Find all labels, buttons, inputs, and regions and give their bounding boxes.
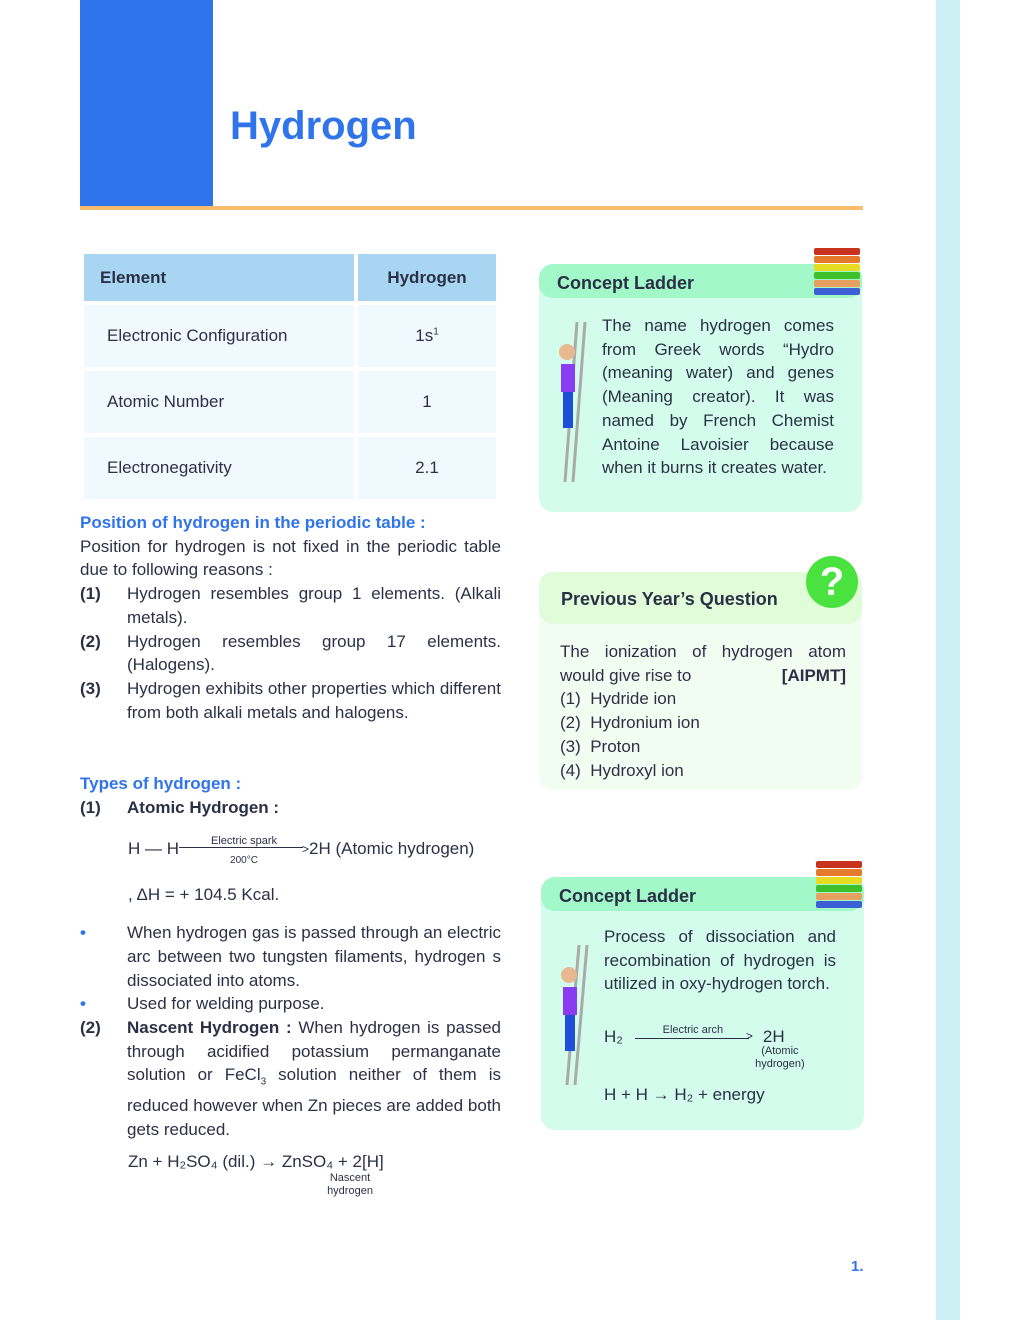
- concept-text: The name hydrogen comes from Greek words “Hydro (meaning water) and genes (Meaning creator). It was named by French Chemist Antoine Lavoisier because when it burns it creates water.: [602, 316, 834, 478]
- books-icon: [814, 248, 860, 298]
- page-title: Hydrogen: [230, 104, 417, 148]
- ladder-climber-icon: [553, 322, 587, 482]
- section-heading: Types of hydrogen :: [80, 774, 242, 793]
- list-item: (2) Nascent Hydrogen : When hydrogen is passed through acidified potassium permanganate solution or FeCl$_3$ solution neither of them is reduced however when Zn pieces are added both gets reduced.: [80, 1017, 501, 1140]
- option: (3) Proton: [560, 736, 641, 756]
- table-header: Element: [84, 254, 354, 301]
- box-title: Concept Ladder: [541, 877, 864, 911]
- exam-tag: [AIPMT]: [781, 665, 846, 685]
- box-title: Concept Ladder: [539, 264, 862, 298]
- arc-equation: H₂ Electric arch > 2H (Atomic hydrogen): [604, 1024, 805, 1070]
- option: (1) Hydride ion: [560, 689, 677, 709]
- types-section: Types of hydrogen : (1) Atomic Hydrogen : H — H Electric spark > 200°C 2H (Atomic hydrogen) , ΔH = + 104.5 Kcal. • When hydrogen gas is passed through an electric arc between two tungsten filaments, hydrogen s dissociated into atoms. • Used for welding purpose. (2) Nascent Hydrogen : When hydrogen is passed through acidified potassium permanganate solution or FeCl$_3$ solution neither of them is reduced however when Zn pieces are added both gets reduced. Zn + H₂SO₄ (dil.) → ZnSO₄ + 2[H] Nascent hydrogen: [80, 774, 501, 1197]
- concept-ladder-box: [539, 264, 862, 512]
- header-rule: [80, 206, 863, 210]
- previous-year-question-box: [539, 560, 862, 790]
- side-strip: [936, 0, 960, 1320]
- option: (2) Hydronium ion: [560, 713, 700, 733]
- books-icon: [816, 861, 862, 911]
- table-header: Hydrogen: [358, 254, 496, 301]
- concept-ladder-box: [541, 877, 864, 1130]
- intro-text: Position for hydrogen is not fixed in the periodic table due to following reasons :: [80, 536, 501, 580]
- enthalpy: , ΔH = + 104.5 Kcal.: [128, 885, 280, 905]
- bullet-item: • When hydrogen gas is passed through an electric arc between two tungsten filaments, hydrogen s dissociated into atoms.: [80, 923, 501, 990]
- page-number: 1.: [851, 1258, 864, 1275]
- subheading: Atomic Hydrogen :: [127, 797, 280, 817]
- table-row: Electronegativity 2.1: [84, 437, 496, 499]
- question-text: The ionization of hydrogen atom would give rise to: [560, 642, 846, 685]
- list-item: (1) Hydrogen resembles group 1 elements. (Alkali metals).: [80, 584, 501, 627]
- box-title: Previous Year’s Question: [539, 572, 862, 624]
- table-row: Atomic Number 1: [84, 371, 496, 433]
- list-item: (3) Hydrogen exhibits other properties which different from both alkali metals and halogens.: [80, 678, 501, 722]
- recombination-equation: H + H → H₂ + energy: [604, 1085, 765, 1104]
- section-heading: Position of hydrogen in the periodic table :: [80, 513, 426, 532]
- element-table: [80, 250, 500, 503]
- table-row: Electronic Configuration $1s^1$: [84, 305, 496, 367]
- header-block: [80, 0, 213, 207]
- position-section: [80, 511, 501, 724]
- atomic-equation: H — H Electric spark > 200°C 2H (Atomic hydrogen): [128, 835, 475, 867]
- option: (4) Hydroxyl ion: [560, 760, 684, 780]
- list-item: (2) Hydrogen resembles group 17 elements. (Halogens).: [80, 631, 501, 675]
- bullet-item: • Used for welding purpose.: [80, 994, 325, 1014]
- concept-text: Process of dissociation and recombination of hydrogen is utilized in oxy-hydrogen torch.: [604, 927, 836, 994]
- ladder-climber-icon: [555, 945, 589, 1105]
- question-mark-icon: ?: [806, 556, 858, 608]
- nascent-equation: Zn + H₂SO₄ (dil.) → ZnSO₄ + 2[H]: [128, 1151, 384, 1171]
